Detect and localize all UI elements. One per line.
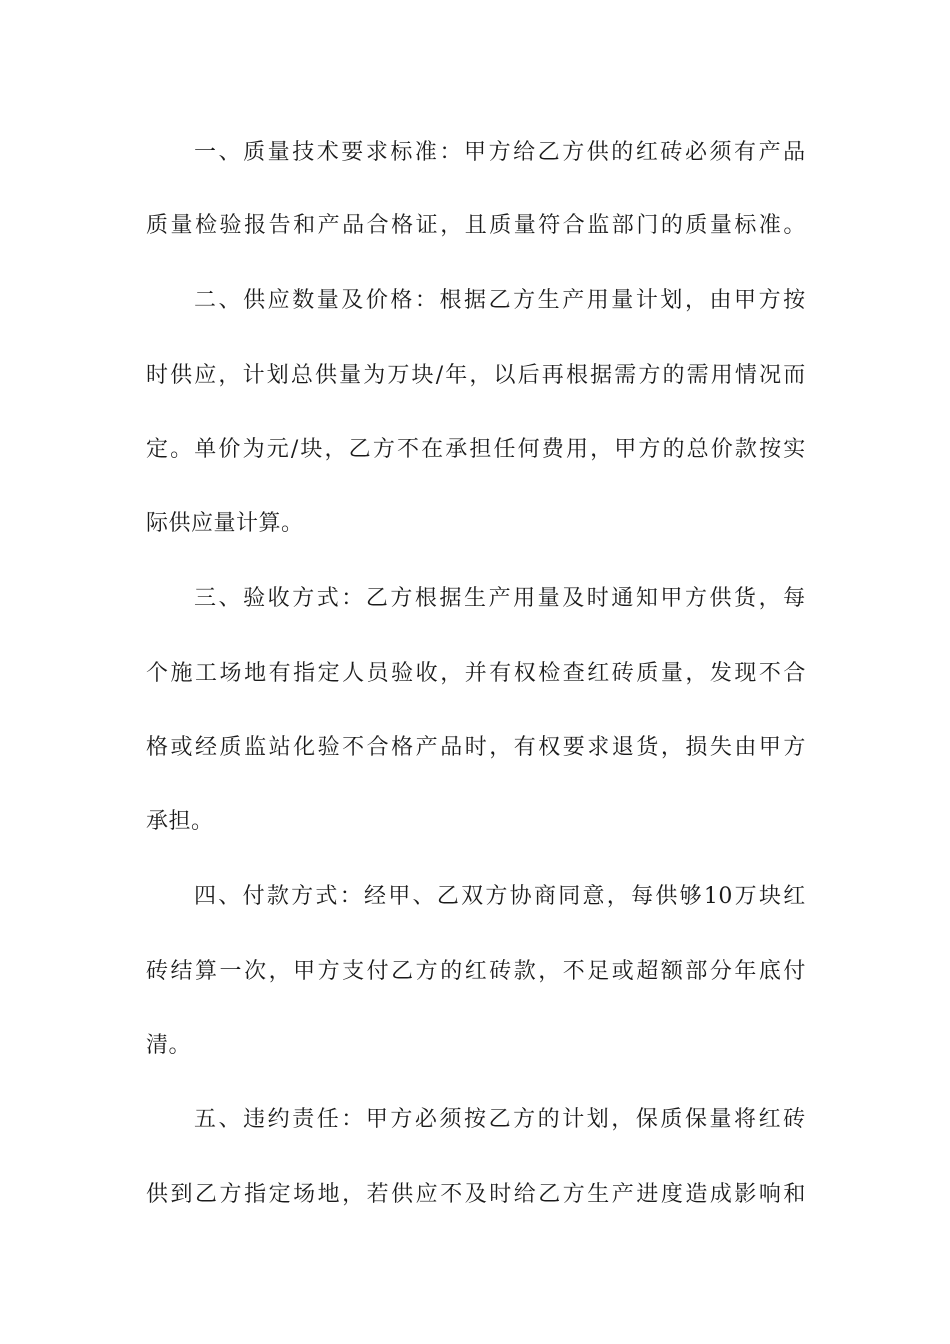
- clause-4-line-3: 清。: [146, 1033, 192, 1058]
- clause-1-line-1: 一 、 质 量 技 术 要 求 标 准 ： 甲 方 给 乙 方 供 的 红 砖 必 须 有 产 品: [194, 140, 806, 165]
- clause-1-line-2: 质 量 检 验 报 告 和 产 品 合 格 证 ， 且 质 量 符 合 监 部 门 的 质 量 标 准 。: [146, 213, 806, 238]
- clause-2-line-1: 二 、 供 应 数 量 及 价 格 ： 根 据 乙 方 生 产 用 量 计 划 ， 由 甲 方 按: [194, 288, 806, 313]
- clause-5-line-2: 供 到 乙 方 指 定 场 地 ， 若 供 应 不 及 时 给 乙 方 生 产 进 度 造 成 影 响 和: [146, 1182, 806, 1207]
- clause-4-line-1: 四 、 付 款 方 式 ： 经 甲 、 乙 双 方 协 商 同 意 ， 每 供 够 10 万 块 红: [194, 884, 806, 909]
- clause-5-line-1: 五 、 违 约 责 任 ： 甲 方 必 须 按 乙 方 的 计 划 ， 保 质 保 量 将 红 砖: [194, 1107, 806, 1132]
- clause-3-line-2: 个 施 工 场 地 有 指 定 人 员 验 收 ， 并 有 权 检 查 红 砖 质 量 ， 发 现 不 合: [146, 661, 806, 686]
- clause-2-line-3: 定 。 单 价 为 元 / 块 ， 乙 方 不 在 承 担 任 何 费 用 ， 甲 方 的 总 价 款 按 实: [146, 437, 806, 462]
- clause-3-line-4: 承担。: [146, 809, 214, 834]
- clause-2-line-2: 时 供 应 ， 计 划 总 供 量 为 万 块 / 年 ， 以 后 再 根 据 需 方 的 需 用 情 况 而: [146, 363, 806, 388]
- clause-4-line-2: 砖 结 算 一 次 ， 甲 方 支 付 乙 方 的 红 砖 款 ， 不 足 或 超 额 部 分 年 底 付: [146, 959, 806, 984]
- clause-2-line-4: 际供应量计算。: [146, 511, 304, 536]
- clause-3-line-1: 三 、 验 收 方 式 ： 乙 方 根 据 生 产 用 量 及 时 通 知 甲 方 供 货 ， 每: [194, 586, 806, 611]
- clause-3-line-3: 格 或 经 质 监 站 化 验 不 合 格 产 品 时 ， 有 权 要 求 退 货 ， 损 失 由 甲 方: [146, 735, 806, 760]
